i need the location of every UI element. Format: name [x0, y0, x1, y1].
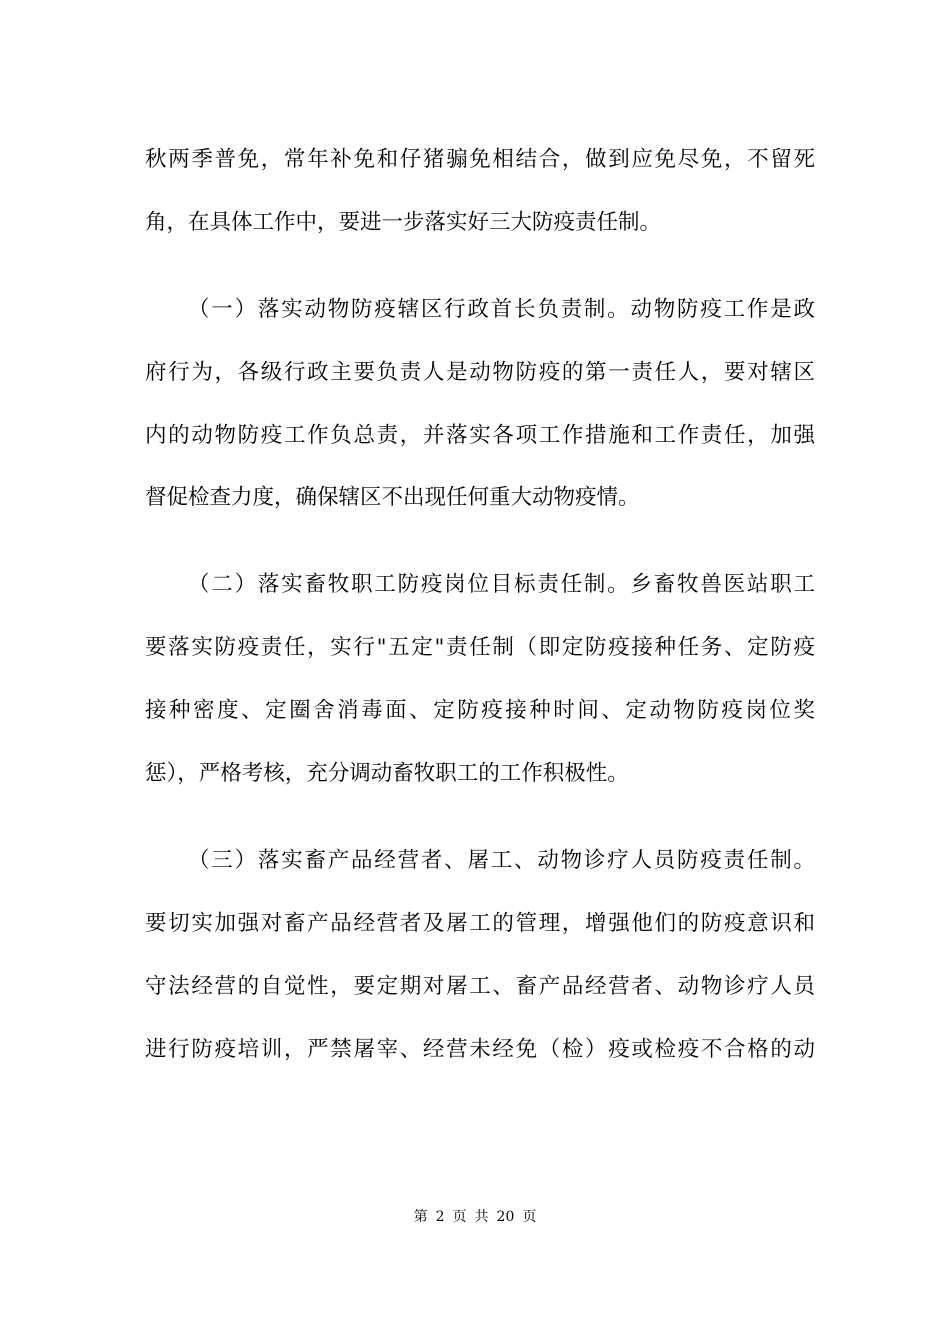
page-footer: [0, 1206, 950, 1226]
document-body: [145, 129, 815, 1081]
text-line: 督促检查力度，确保辖区不出现任何重大动物疫情。: [145, 485, 640, 511]
text-line: 惩），严格考核，充分调动畜牧职工的工作积极性。: [145, 761, 629, 787]
paragraph-gap: [145, 530, 815, 554]
text-line: 守法经营的自觉性，要定期对屠工、畜产品经营者、动物诊疗人员: [145, 973, 815, 999]
text-line: 要落实防疫责任，实行"五定"责任制（即定防疫接种任务、定防疫: [145, 635, 815, 661]
text-line: 进行防疫培训，严禁屠宰、经营未经免（检）疫或检疫不合格的动: [145, 1036, 815, 1062]
text-line: 接种密度、定圈舍消毒面、定防疫接种时间、定动物防疫岗位奖: [145, 698, 815, 724]
page-label-total-prefix: 共: [474, 1209, 489, 1225]
text-line: 内的动物防疫工作负总责，并落实各项工作措施和工作责任，加强: [145, 422, 815, 448]
text-line: 要切实加强对畜产品经营者及屠工的管理，增强他们的防疫意识和: [145, 910, 815, 936]
paragraph-gap: [145, 806, 815, 830]
paragraph-gap: [145, 255, 815, 279]
page-label-suffix: 页: [522, 1209, 537, 1225]
text-line: 秋两季普免，常年补免和仔猪骟免相结合，做到应免尽免，不留死: [145, 147, 815, 172]
page-label-mid: 页: [452, 1209, 467, 1225]
text-line: （一）落实动物防疫辖区行政首长负责制。动物防疫工作是政: [188, 296, 815, 322]
text-line: 角，在具体工作中，要进一步落实好三大防疫责任制。: [145, 209, 662, 235]
text-line: （二）落实畜牧职工防疫岗位目标责任制。乡畜牧兽医站职工: [188, 572, 815, 598]
text-line: 府行为，各级行政主要负责人是动物防疫的第一责任人，要对辖区: [145, 359, 815, 385]
page-label-prefix: 第: [413, 1209, 428, 1225]
text-line: （三）落实畜产品经营者、屠工、动物诊疗人员防疫责任制。: [188, 847, 815, 873]
page-number: 2: [435, 1209, 445, 1225]
total-pages: 20: [496, 1209, 515, 1225]
